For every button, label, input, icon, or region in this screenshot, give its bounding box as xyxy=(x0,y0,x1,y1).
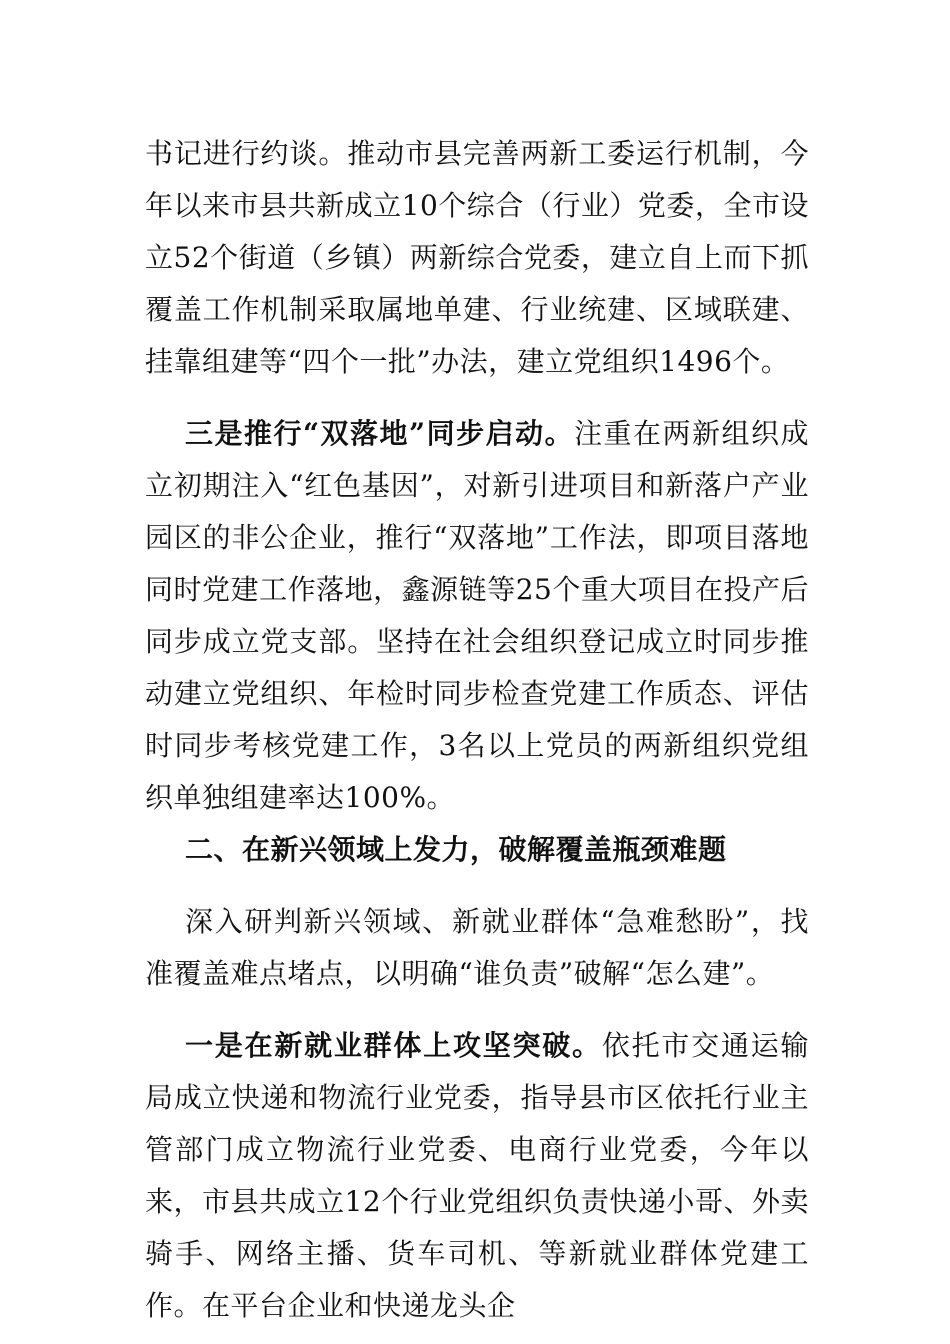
section-heading: 二、在新兴领域上发力，破解覆盖瓶颈难题 xyxy=(185,833,727,866)
paragraph-coverage-mechanism xyxy=(145,128,809,388)
paragraph-text: 依托市交通运输局成立快递和物流行业党委，指导县市区依托行业主管部门成立物流行业党委、电商行业党委，今年以来，市县共成立12个行业党组织负责快递小哥、外卖骑手、网络主播、货车司机、等新就业群体党建工作。在平台企业和快递龙头企 xyxy=(145,1029,809,1322)
paragraph-text: 注重在两新组织成立初期注入“红色基因”，对新引进项目和新落户产业园区的非公企业，推行“双落地”工作法，即项目落地同时党建工作落地，鑫源链等25个重大项目在投产后同步成立党支部。坚持在社会组织登记成立时同步推动建立党组织、年检时同步检查党建工作质态、评估时同步考核党建工作，3名以上党员的两新组织党组织单独组建率达100%。 xyxy=(145,417,809,814)
paragraph-section-intro xyxy=(145,896,809,1000)
paragraph-text: 书记进行约谈。推动市县完善两新工委运行机制，今年以来市县共新成立10个综合（行业）党委，全市设立52个街道（乡镇）两新综合党委，建立自上而下抓覆盖工作机制采取属地单建、行业统建、区域联建、挂靠组建等“四个一批”办法，建立党组织1496个。 xyxy=(145,137,809,378)
document-body xyxy=(145,128,809,1332)
paragraph-new-employment-groups xyxy=(145,1020,809,1332)
paragraph-lead: 三是推行“双落地”同步启动。 xyxy=(185,417,575,450)
paragraph-dual-landing xyxy=(145,408,809,824)
paragraph-text: 深入研判新兴领域、新就业群体“急难愁盼”，找准覆盖难点堵点，以明确“谁负责”破解“怎么建”。 xyxy=(145,905,809,990)
paragraph-lead: 一是在新就业群体上攻坚突破。 xyxy=(185,1029,602,1062)
